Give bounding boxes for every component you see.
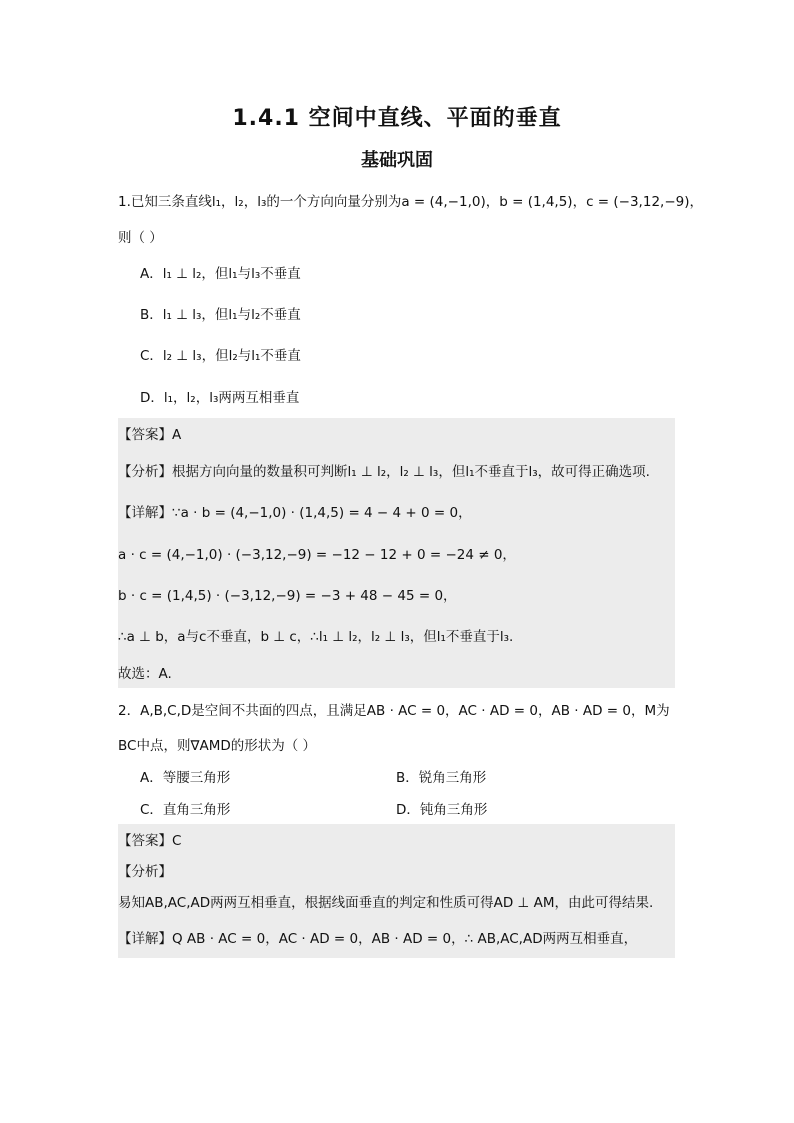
- q2-stem-line2: BC中点，则∇AMD的形状为（ ）: [118, 738, 317, 754]
- q1-option-d: D．l₁，l₂，l₃两两互相垂直: [140, 390, 300, 406]
- q1-detail-line3: b · c = (1,4,5) · (−3,12,−9) = −3 + 48 − 45 = 0，: [118, 588, 457, 604]
- page-title: 1.4.1 空间中直线、平面的垂直: [232, 106, 562, 131]
- q2-stem-line1: 2．A,B,C,D是空间不共面的四点，且满足AB · AC = 0，AC · AD = 0，AB · AD = 0，M为: [118, 703, 670, 719]
- q2-option-b: B．锐角三角形: [396, 770, 487, 786]
- q1-option-c: C．l₂ ⊥ l₃，但l₂与l₁不垂直: [140, 348, 301, 364]
- q2-option-a: A．等腰三角形: [140, 770, 231, 786]
- q1-detail-line2: a · c = (4,−1,0) · (−3,12,−9) = −12 − 12 + 0 = −24 ≠ 0，: [118, 547, 516, 563]
- q2-analysis-head: 【分析】: [118, 864, 172, 880]
- q2-answer: 【答案】C: [118, 833, 182, 849]
- q1-analysis: 【分析】根据方向向量的数量积可判断l₁ ⊥ l₂，l₂ ⊥ l₃，但l₁不垂直于l₃，故可得正确选项.: [118, 464, 650, 480]
- q2-option-d: D．钝角三角形: [396, 802, 488, 818]
- q2-analysis-body: 易知AB,AC,AD两两互相垂直，根据线面垂直的判定和性质可得AD ⊥ AM，由此可得结果.: [118, 895, 654, 911]
- q1-detail-line1: 【详解】∵a · b = (4,−1,0) · (1,4,5) = 4 − 4 + 0 = 0，: [118, 505, 472, 521]
- q1-option-b: B．l₁ ⊥ l₃，但l₁与l₂不垂直: [140, 307, 301, 323]
- q1-stem-line2: 则（ ）: [118, 230, 163, 246]
- q1-option-a: A．l₁ ⊥ l₂，但l₁与l₃不垂直: [140, 266, 301, 282]
- section-subtitle: 基础巩固: [361, 150, 433, 171]
- q1-detail-line4: ∴a ⊥ b，a与c不垂直，b ⊥ c，∴l₁ ⊥ l₂，l₂ ⊥ l₃，但l₁不垂直于l₃.: [118, 629, 514, 645]
- q1-detail-line5: 故选：A.: [118, 666, 172, 682]
- q2-detail: 【详解】Q AB · AC = 0，AC · AD = 0，AB · AD = 0，∴ AB,AC,AD两两互相垂直，: [118, 931, 638, 947]
- q2-option-c: C．直角三角形: [140, 802, 231, 818]
- q1-answer: 【答案】A: [118, 427, 182, 443]
- q1-stem-line1: 1.已知三条直线l₁，l₂，l₃的一个方向向量分别为a = (4,−1,0)，b = (1,4,5)，c = (−3,12,−9)，: [118, 194, 703, 210]
